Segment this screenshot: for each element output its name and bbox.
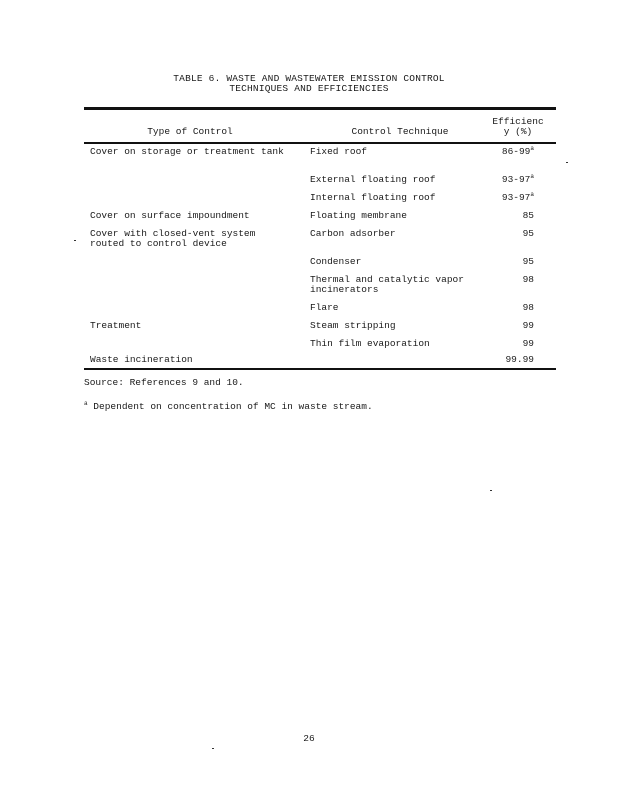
row-7-efficiency: 98 — [522, 274, 534, 285]
scan-speck — [212, 748, 214, 749]
header-efficiency-line-1: Efficienc — [492, 116, 544, 127]
row-11-efficiency: 99.99 — [505, 354, 534, 365]
row-7-technique: Thermal and catalytic vapor incinerators — [310, 274, 464, 295]
table-bottom-rule — [84, 368, 556, 370]
row-1-type: Cover on storage or treatment tank — [90, 146, 284, 157]
row-9-type: Treatment — [90, 320, 142, 331]
row-2-technique: External floating roof — [310, 174, 436, 185]
footnote — [84, 399, 373, 412]
row-4-type: Cover on surface impoundment — [90, 210, 250, 221]
row-5-efficiency: 95 — [522, 228, 534, 239]
row-5-technique: Carbon adsorber — [310, 228, 396, 239]
header-efficiency-line-2: y (%) — [503, 126, 533, 137]
row-10-technique: Thin film evaporation — [310, 338, 430, 349]
header-type-of-control: Type of Control — [147, 126, 233, 137]
table-header-rule — [84, 142, 556, 144]
row-11-type: Waste incineration — [90, 354, 193, 365]
scan-speck — [74, 240, 76, 241]
header-control-technique: Control Technique — [351, 126, 449, 137]
page-number: 26 — [303, 733, 315, 744]
row-8-technique: Flare — [310, 302, 339, 313]
scan-speck — [490, 490, 492, 491]
row-6-efficiency: 95 — [522, 256, 534, 267]
row-6-technique: Condenser — [310, 256, 362, 267]
footnote-text: Dependent on concentration of MC in waste stream. — [87, 401, 373, 412]
scan-speck — [566, 162, 568, 163]
row-5-type: Cover with closed-vent system routed to control device — [90, 228, 256, 249]
row-4-efficiency: 85 — [522, 210, 534, 221]
row-10-efficiency: 99 — [522, 338, 534, 349]
row-3-efficiency: 93-97$^a$ — [501, 190, 534, 203]
source-note: Source: References 9 and 10. — [84, 377, 244, 388]
row-8-efficiency: 98 — [522, 302, 534, 313]
row-3-technique: Internal floating roof — [310, 192, 436, 203]
footnote-marker: a — [84, 399, 88, 407]
table-top-rule — [84, 107, 556, 110]
row-1-efficiency: 86-99$^a$ — [501, 144, 534, 157]
table-title-line-2: TECHNIQUES AND EFFICIENCIES — [229, 83, 389, 94]
row-9-technique: Steam stripping — [310, 320, 396, 331]
row-9-efficiency: 99 — [522, 320, 534, 331]
row-2-efficiency: 93-97$^a$ — [501, 172, 534, 185]
row-4-technique: Floating membrane — [310, 210, 407, 221]
row-1-technique: Fixed roof — [310, 146, 368, 157]
table-title-line-1: TABLE 6. WASTE AND WASTEWATER EMISSION CONTROL — [173, 73, 445, 84]
